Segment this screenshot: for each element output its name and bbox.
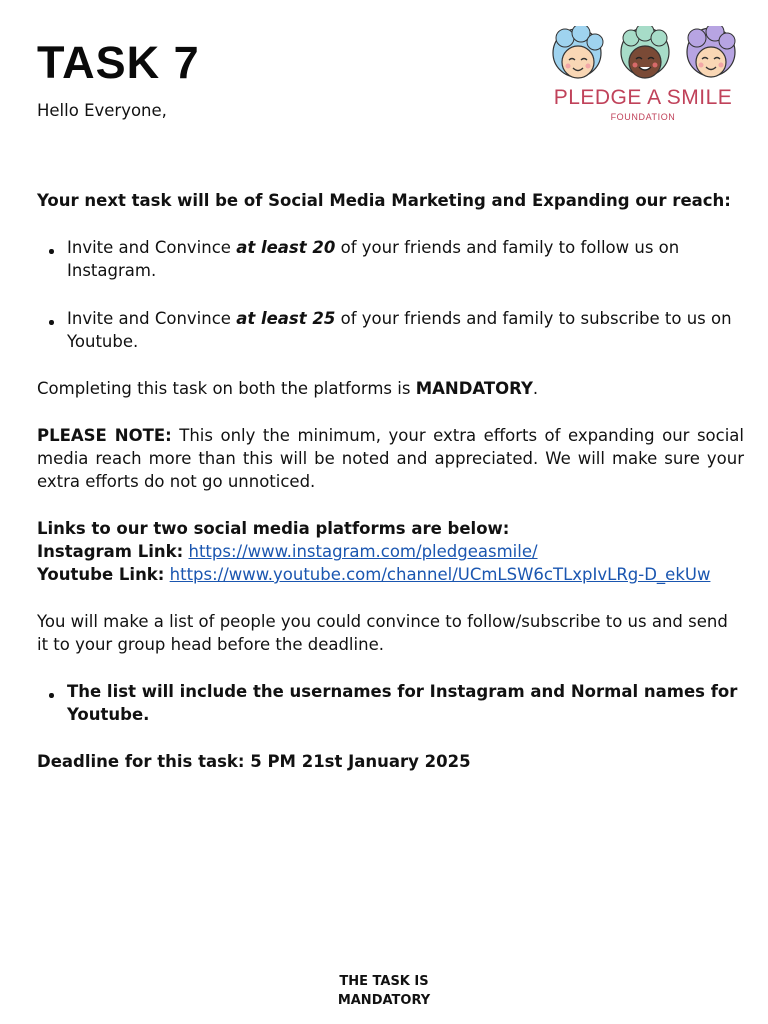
page-title: TASK 7 <box>37 37 200 88</box>
bullet-text: of your friends and family to subscribe to us on Youtube. <box>67 309 732 351</box>
smiling-faces-icon <box>545 26 745 86</box>
note-text: This only the minimum, your extra efforts of expanding our social media reach more than this will be noted and appreciated. We will make sure your extra efforts do not go unnoticed. <box>37 426 744 491</box>
instagram-link[interactable]: https://www.instagram.com/pledgeasmile/ <box>188 542 538 561</box>
logo-subtitle: FOUNDATION <box>610 112 676 122</box>
bullet-text: of your friends and family to follow us on Instagram. <box>67 238 680 280</box>
bullet-text: Invite and Convince <box>67 309 237 328</box>
bullet-emphasis: at least 20 <box>236 238 336 257</box>
youtube-link[interactable]: https://www.youtube.com/channel/UCmLSW6cTLxpIvLRg-D_ekUw <box>169 565 711 584</box>
bullet-text: Invite and Convince <box>67 238 237 257</box>
logo-name: PLEDGE A SMILE <box>553 86 733 109</box>
mandatory-period: . <box>532 379 539 398</box>
list-item <box>37 236 744 282</box>
task-bullet-list <box>37 236 744 353</box>
footer-line: MANDATORY <box>337 993 431 1008</box>
footer-line: THE TASK IS <box>339 974 429 989</box>
instagram-label: Instagram Link: <box>37 542 184 561</box>
mandatory-text: Completing this task on both the platforms is <box>37 379 416 398</box>
list-item <box>37 307 744 353</box>
mandatory-bold: MANDATORY <box>415 379 533 398</box>
list-instructions: You will make a list of people you could convince to follow/subscribe to us and send it to your group head before the deadline. <box>37 612 728 654</box>
bullet-emphasis: at least 25 <box>236 309 336 328</box>
please-note <box>37 424 744 493</box>
list-item: The list will include the usernames for Instagram and Normal names for Youtube. <box>37 680 744 726</box>
list-note-bullets <box>37 680 744 726</box>
mandatory-statement <box>37 377 744 400</box>
task-body <box>37 99 744 773</box>
links-heading: Links to our two social media platforms are below: <box>37 519 510 538</box>
task-heading: Your next task will be of Social Media Marketing and Expanding our reach: <box>37 191 731 210</box>
deadline: Deadline for this task: 5 PM 21st January 2025 <box>37 752 471 771</box>
footer-notice <box>0 972 768 1010</box>
youtube-label: Youtube Link: <box>37 565 165 584</box>
social-links <box>37 517 744 586</box>
greeting: Hello Everyone, <box>37 101 167 120</box>
note-label: PLEASE NOTE: <box>37 426 172 445</box>
